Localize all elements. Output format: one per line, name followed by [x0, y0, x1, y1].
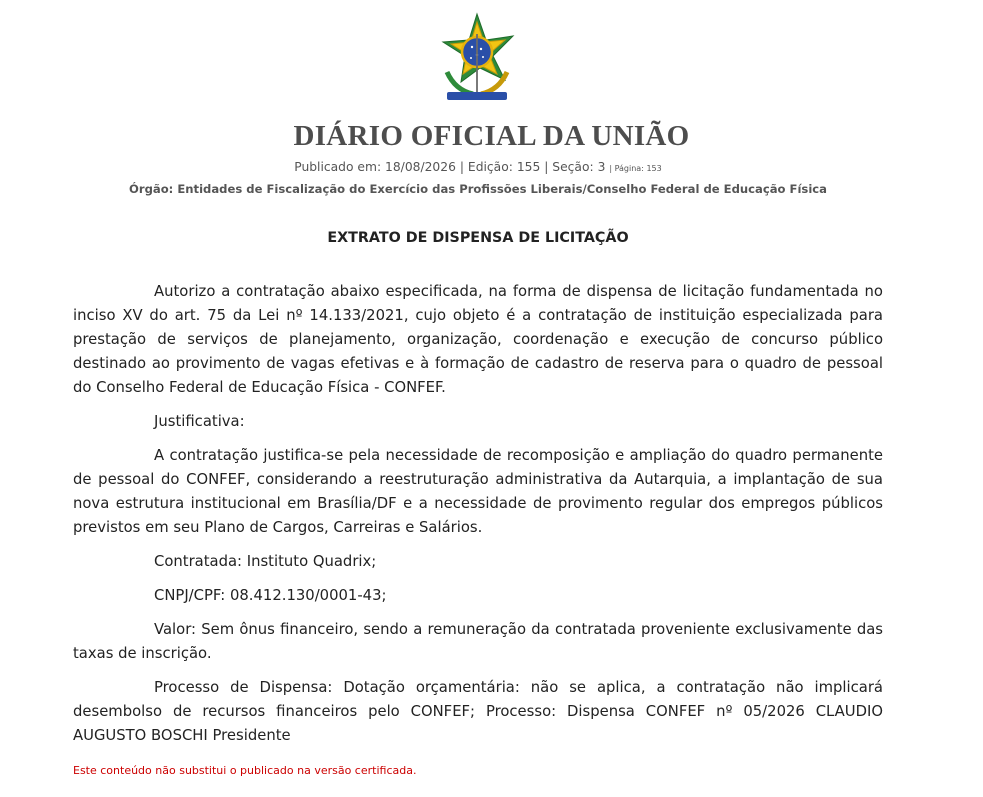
separator: | — [459, 160, 464, 174]
paragraph-process: Processo de Dispensa: Dotação orçamentária: não se aplica, a contratação não implicará desembolso de recursos financeiros pelo CONFEF; Processo: Dispensa CONFEF nº 05/2026 CLAUDIO AUGUSTO BOSCHI Presidente — [73, 679, 883, 744]
orgao-line — [0, 182, 956, 196]
paragraph-contractor: Contratada: Instituto Quadrix; — [154, 553, 377, 570]
edition-number: 155 — [516, 160, 541, 174]
paragraph-justification: A contratação justifica-se pela necessidade de recomposição e ampliação do quadro permanente de pessoal do CONFEF, considerando a reestruturação administrativa da Autarquia, a implantação de sua nova estrutura institucional em Brasília/DF e a necessidade de provimento regular dos empregos públicos previstos em seu Plano de Cargos, Carreiras e Salários. — [73, 447, 883, 536]
page-number: 153 — [646, 164, 662, 173]
page-info: | Página: 153 — [609, 164, 662, 173]
published-label: Publicado em: — [294, 160, 382, 174]
brazil-coat-of-arms-icon — [433, 12, 521, 104]
paragraph-value: Valor: Sem ônus financeiro, sendo a remuneração da contratada proveniente exclusivamente das taxas de inscrição. — [73, 621, 883, 662]
publication-info — [0, 160, 956, 174]
orgao-label: Órgão: — [129, 182, 174, 196]
document-heading: EXTRATO DE DISPENSA DE LICITAÇÃO — [327, 230, 629, 246]
page-title: DIÁRIO OFICIAL DA UNIÃO — [293, 120, 690, 152]
published-date: 18/08/2026 — [385, 160, 456, 174]
section-number: 3 — [597, 160, 606, 174]
document-body — [73, 280, 883, 758]
paragraph-cnpj: CNPJ/CPF: 08.412.130/0001-43; — [154, 587, 387, 604]
page-label: Página: — [614, 164, 644, 173]
certification-disclaimer: Este conteúdo não substitui o publicado na versão certificada. — [73, 764, 417, 777]
paragraph-justification-label: Justificativa: — [154, 413, 245, 430]
separator: | — [544, 160, 549, 174]
orgao-name: Entidades de Fiscalização do Exercício das Profissões Liberais/Conselho Federal de Educação Física — [177, 182, 827, 196]
paragraph-authorization: Autorizo a contratação abaixo especificada, na forma de dispensa de licitação fundamentada no inciso XV do art. 75 da Lei nº 14.133/2021, cujo objeto é a contratação de instituição especializada para prestação de serviços de planejamento, organização, coordenação e execução de concurso público destinado ao provimento de vagas efetivas e à formação de cadastro de reserva para o quadro de pessoal do Conselho Federal de Educação Física - CONFEF. — [73, 283, 883, 396]
edition-label: Edição: — [467, 160, 513, 174]
section-label: Seção: — [552, 160, 594, 174]
